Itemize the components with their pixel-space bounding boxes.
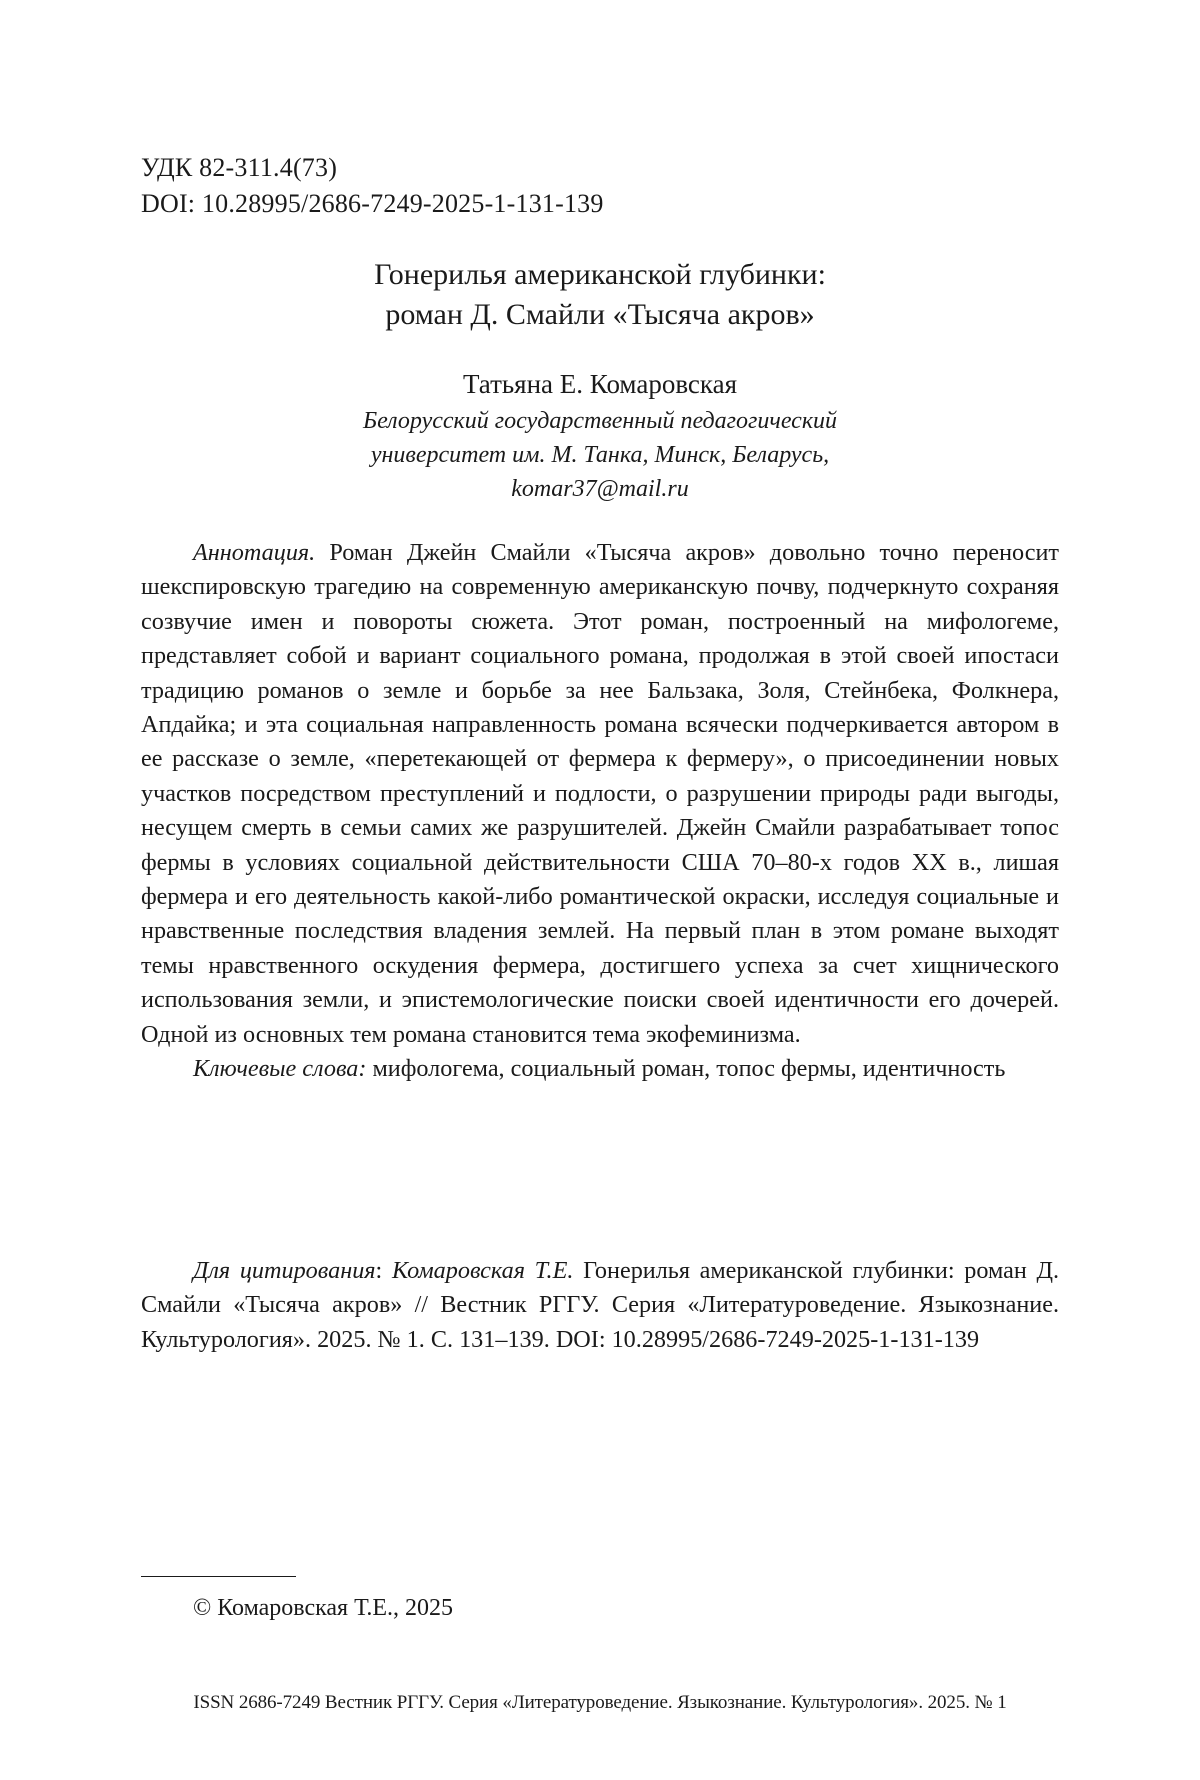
abstract-paragraph [141, 536, 1059, 1052]
title-line-2: роман Д. Смайли «Тысяча акров» [385, 298, 815, 331]
abstract-text: Роман Джейн Смайли «Тысяча акров» довольно точно переносит шекспировскую трагедию на современную американскую почву, подчеркнуто сохраняя созвучие имен и повороты сюжета. Этот роман, построенный на мифологеме, представляет собой и вариант социального романа, продолжая в этой своей ипостаси традицию романов о земле и борьбе за нее Бальзака, Золя, Стейнбека, Фолкнера, Апдайка; и эта социальная направленность романа всячески подчеркивается автором в ее рассказе о земле, «перетекающей от фермера к фермеру», о присоединении новых участков посредством преступлений и подлости, о разрушении природы ради выгоды, несущем смерть в семьи самих же разрушителей. Джейн Смайли разрабатывает топос фермы в условиях социальной действительности США 70–80-х годов XX в., лишая фермера и его деятельность какой-либо романтической окраски, исследуя социальные и нравственные последствия владения землей. На первый план в этом романе выходят темы нравственного оскудения фермера, достигшего успеха за счет хищнического использования земли, и эпистемологические поиски своей идентичности его дочерей. Одной из основных тем романа становится тема экофеминизма. [141, 539, 1059, 1048]
author-name: Татьяна Е. Комаровская [462, 369, 738, 399]
citation-section [141, 1254, 1059, 1357]
citation-label: Для цитирования [193, 1257, 376, 1284]
citation-colon: : [375, 1257, 392, 1284]
author-email: komar37@mail.ru [511, 476, 689, 502]
running-footer: ISSN 2686-7249 Вестник РГГУ. Серия «Литературоведение. Языкознание. Культурология». 2025. № 1 [193, 1692, 1007, 1713]
citation-author: Комаровская Т.Е. [391, 1257, 574, 1284]
copyright-notice: © Комаровская Т.Е., 2025 [193, 1595, 454, 1621]
keywords-paragraph [141, 1052, 1059, 1086]
abstract-section [141, 536, 1059, 1087]
keywords-text: мифологема, социальный роман, топос фермы, идентичность [372, 1055, 1006, 1083]
footnote-divider [141, 1576, 296, 1577]
keywords-label: Ключевые слова: [193, 1055, 367, 1083]
affiliation-line-1: Белорусский государственный педагогический [362, 408, 838, 434]
article-title [141, 255, 1059, 335]
doi: DOI: 10.28995/2686-7249-2025-1-131-139 [141, 189, 604, 218]
citation-paragraph [141, 1254, 1059, 1357]
title-line-1: Гонерилья американской глубинки: [374, 258, 826, 291]
citation-text: Гонерилья американской глубинки: роман Д. Смайли «Тысяча акров» // Вестник РГГУ. Серия «Литературоведение. Языкознание. Культурология». 2025. № 1. С. 131–139. DOI: 10.28995/2686-7249-2025-1-131-139 [141, 1257, 1060, 1353]
udc-code: УДК 82-311.4(73) [141, 153, 338, 182]
article-identifiers [141, 150, 604, 222]
abstract-label: Аннотация. [193, 539, 316, 566]
author-affiliation [141, 404, 1059, 506]
affiliation-line-2: университет им. М. Танка, Минск, Беларусь, [370, 442, 830, 468]
